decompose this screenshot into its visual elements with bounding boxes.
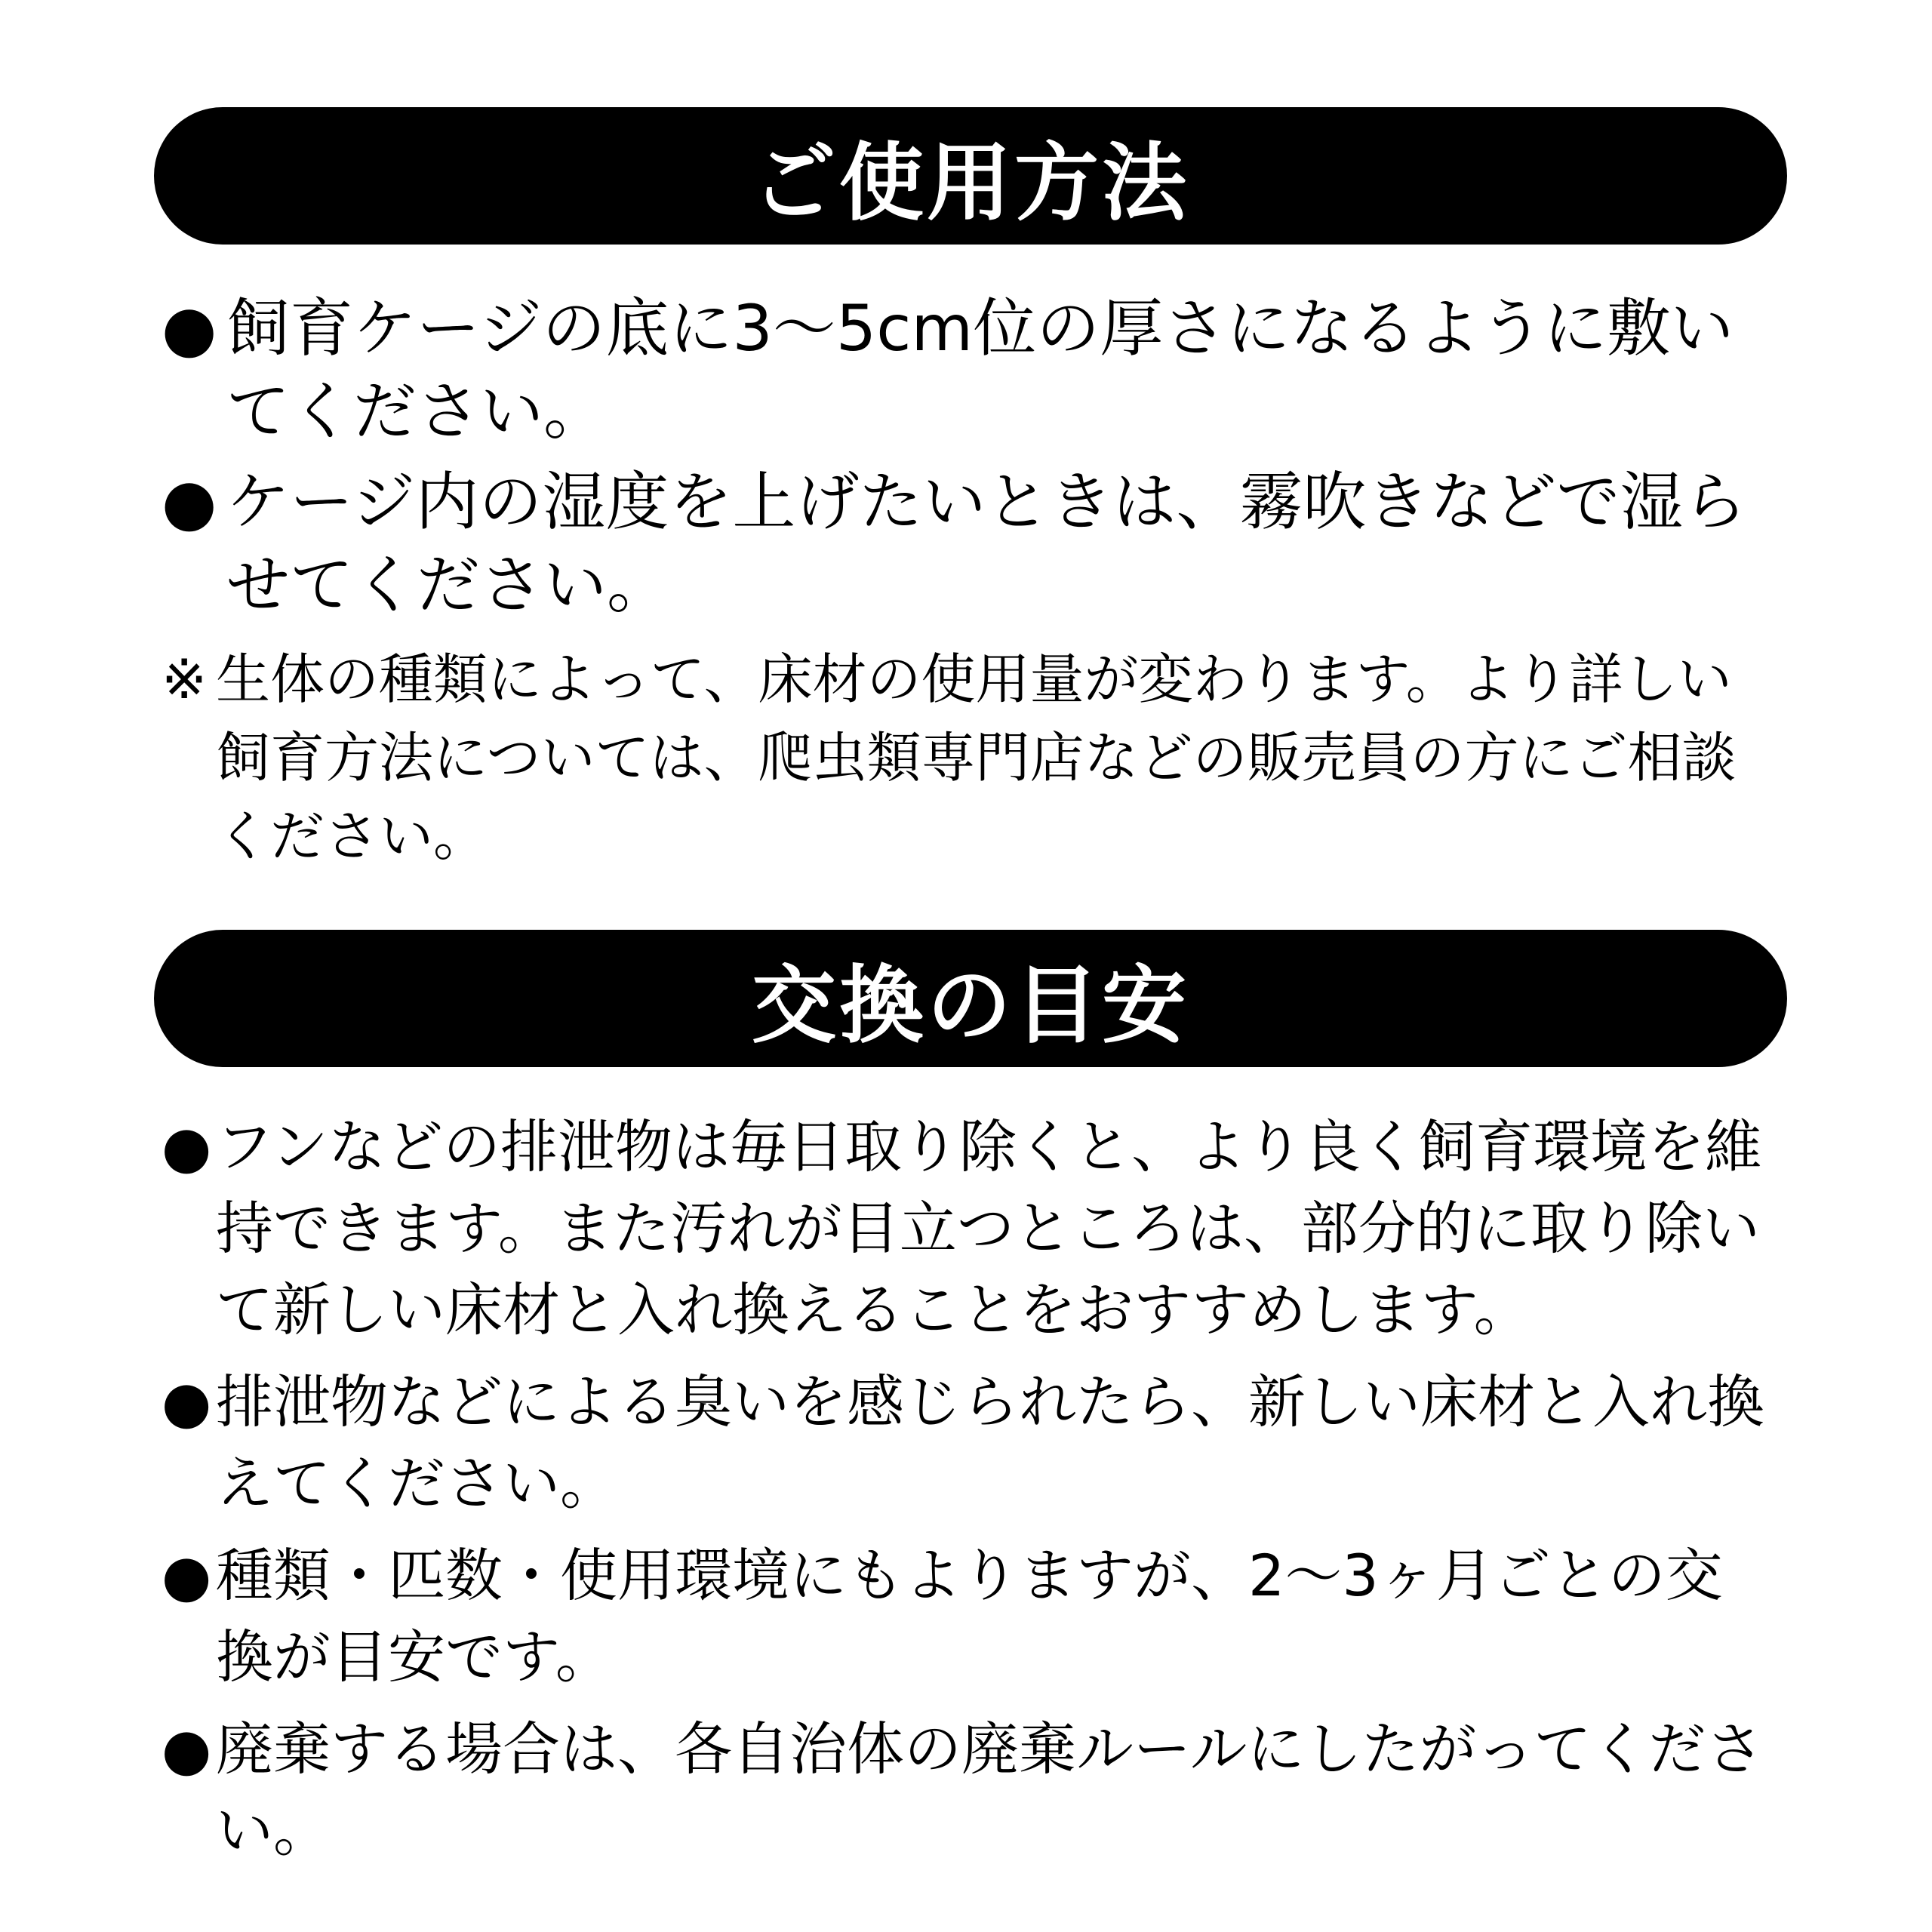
list-item	[162, 287, 1777, 453]
usage-section-header	[154, 107, 1787, 245]
bullet-icon: ●	[162, 291, 217, 365]
usage-item-text: 飼育ケージの底に3～5cm位の厚さになるように敷いてください。	[226, 291, 1734, 448]
usage-item-text: ケージ内の湿度を上げたいときは、霧吹きなどで湿らせてください。	[226, 465, 1747, 622]
list-item	[162, 1535, 1777, 1698]
replacement-item-text: フンなどの排泄物は毎日取り除くと、より良く飼育環境を維持できます。また汚れが目立つところは、部分的に取り除いて新しい床材と入れ換えることをおすすめします。	[216, 1113, 1762, 1343]
bullet-icon: ●	[162, 1542, 212, 1609]
replacement-item-text: 廃棄する場合は、各自治体の廃棄ルールにしたがってください。	[216, 1715, 1764, 1864]
usage-section-title: ご使用方法	[752, 134, 1189, 232]
bullet-icon: ●	[162, 465, 217, 539]
list-item	[162, 1106, 1777, 1351]
replacement-item-text: 排泄物などによる臭いを感じられたら、新しい床材と入れ換えてください。	[216, 1368, 1764, 1517]
bullet-icon: ●	[162, 1113, 212, 1180]
replacement-guidelines-list	[162, 1106, 1777, 1882]
list-item	[162, 1361, 1777, 1524]
list-item	[162, 460, 1777, 626]
usage-note-text: 生体の種類によって、床材の使用量が変わります。より詳しい飼育方法については、爬虫類専門店などの販売員の方にご相談ください。	[216, 648, 1737, 868]
usage-note	[162, 640, 1777, 875]
replacement-item-text: 種類・匹数・使用環境にもよりますが、2～3ヶ月ごとの交換が目安です。	[216, 1542, 1723, 1690]
bullet-icon: ●	[162, 1368, 212, 1435]
bullet-icon: ●	[162, 1715, 212, 1783]
usage-instructions-list	[162, 287, 1777, 634]
replacement-section-title: 交換の目安	[752, 956, 1189, 1055]
replacement-section-header	[154, 930, 1787, 1067]
list-item	[162, 1709, 1777, 1872]
reference-mark-icon: ※	[162, 648, 208, 711]
